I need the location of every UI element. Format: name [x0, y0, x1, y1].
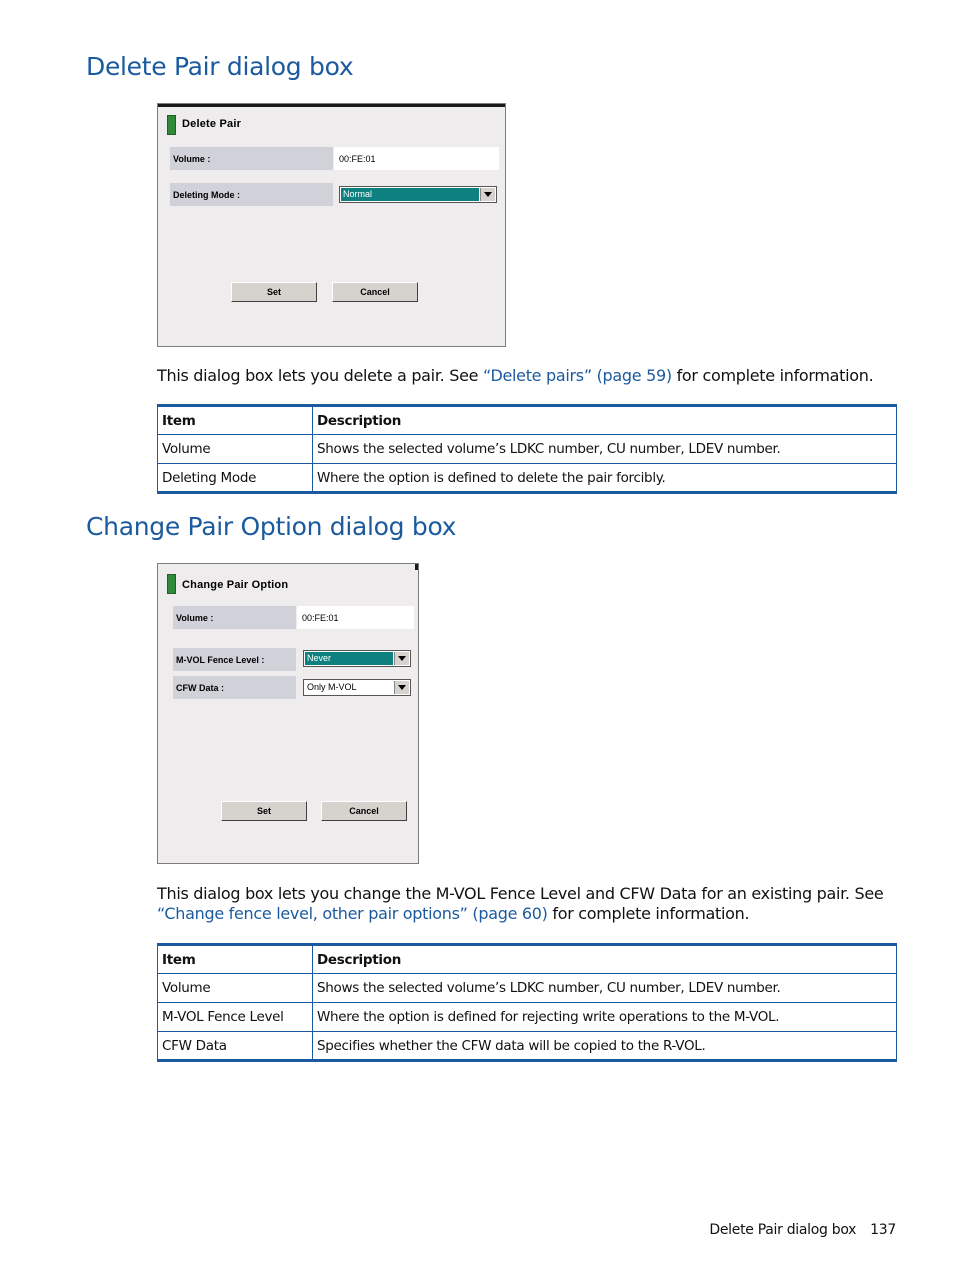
- table-cell-item: Deleting Mode: [158, 464, 313, 493]
- table-cell-item: Volume: [158, 974, 313, 1003]
- volume-value: 00:FE:01: [297, 606, 414, 629]
- table-header-description: Description: [313, 406, 897, 435]
- dropdown-button[interactable]: [394, 652, 409, 665]
- description-text-end: for complete information.: [547, 904, 750, 923]
- cfw-data-selected-value: Only M-VOL: [307, 682, 357, 692]
- cfw-data-label: CFW Data :: [173, 676, 296, 699]
- change-fence-level-link[interactable]: “Change fence level, other pair options” (page 60): [157, 904, 548, 923]
- table-row: [158, 1032, 897, 1061]
- set-button[interactable]: Set: [221, 801, 307, 821]
- table-header-item: Item: [158, 406, 313, 435]
- fence-level-selected-value: Never: [305, 652, 393, 665]
- page-footer: [709, 1222, 896, 1238]
- dialog-icon: [167, 574, 176, 594]
- dialog-top-edge: [415, 564, 418, 570]
- delete-pair-description: [157, 366, 873, 386]
- chevron-down-icon: [484, 192, 492, 197]
- volume-value: 00:FE:01: [334, 147, 499, 170]
- delete-pairs-link[interactable]: “Delete pairs” (page 59): [482, 366, 672, 385]
- table-header-row: [158, 945, 897, 974]
- table-cell-description: Where the option is defined for rejecting write operations to the M-VOL.: [313, 1003, 897, 1032]
- change-pair-option-dialog: [157, 563, 419, 864]
- cancel-button[interactable]: Cancel: [332, 282, 418, 302]
- chevron-down-icon: [398, 656, 406, 661]
- description-text: This dialog box lets you change the M-VOL Fence Level and CFW Data for an existing pair. See: [157, 884, 884, 903]
- dialog-title: Delete Pair: [182, 118, 242, 130]
- table-cell-item: CFW Data: [158, 1032, 313, 1061]
- deleting-mode-label: Deleting Mode :: [170, 183, 333, 206]
- table-cell-item: Volume: [158, 435, 313, 464]
- description-text-end: for complete information.: [671, 366, 874, 385]
- change-pair-option-table: [157, 943, 897, 1062]
- table-row: [158, 435, 897, 464]
- deleting-mode-selected-value: Normal: [341, 188, 479, 201]
- mvol-fence-level-select[interactable]: [303, 650, 411, 667]
- section-heading-delete-pair: Delete Pair dialog box: [86, 52, 354, 81]
- table-row: [158, 1003, 897, 1032]
- footer-title: Delete Pair dialog box: [709, 1222, 857, 1238]
- table-cell-description: Shows the selected volume’s LDKC number, CU number, LDEV number.: [313, 974, 897, 1003]
- table-cell-item: M-VOL Fence Level: [158, 1003, 313, 1032]
- table-cell-description: Where the option is defined to delete the pair forcibly.: [313, 464, 897, 493]
- page-number: 137: [870, 1222, 896, 1238]
- dialog-title: Change Pair Option: [182, 579, 289, 591]
- delete-pair-dialog: [157, 103, 506, 347]
- table-row: [158, 974, 897, 1003]
- table-row: [158, 464, 897, 493]
- cancel-button[interactable]: Cancel: [321, 801, 407, 821]
- volume-label: Volume :: [170, 147, 333, 170]
- section-heading-change-pair-option: Change Pair Option dialog box: [86, 512, 457, 541]
- deleting-mode-select[interactable]: [339, 186, 497, 203]
- dropdown-button[interactable]: [480, 188, 495, 201]
- mvol-fence-level-label: M-VOL Fence Level :: [173, 648, 296, 671]
- table-header-row: [158, 406, 897, 435]
- volume-label: Volume :: [173, 606, 296, 629]
- dialog-icon: [167, 115, 176, 135]
- set-button[interactable]: Set: [231, 282, 317, 302]
- table-header-description: Description: [313, 945, 897, 974]
- delete-pair-table: [157, 404, 897, 494]
- table-cell-description: Shows the selected volume’s LDKC number, CU number, LDEV number.: [313, 435, 897, 464]
- table-header-item: Item: [158, 945, 313, 974]
- description-text: This dialog box lets you delete a pair. See: [157, 366, 483, 385]
- dropdown-button[interactable]: [394, 681, 409, 694]
- chevron-down-icon: [398, 685, 406, 690]
- change-pair-option-description: [157, 884, 883, 924]
- table-cell-description: Specifies whether the CFW data will be copied to the R-VOL.: [313, 1032, 897, 1061]
- cfw-data-select[interactable]: [303, 679, 411, 696]
- dialog-top-edge: [158, 104, 505, 107]
